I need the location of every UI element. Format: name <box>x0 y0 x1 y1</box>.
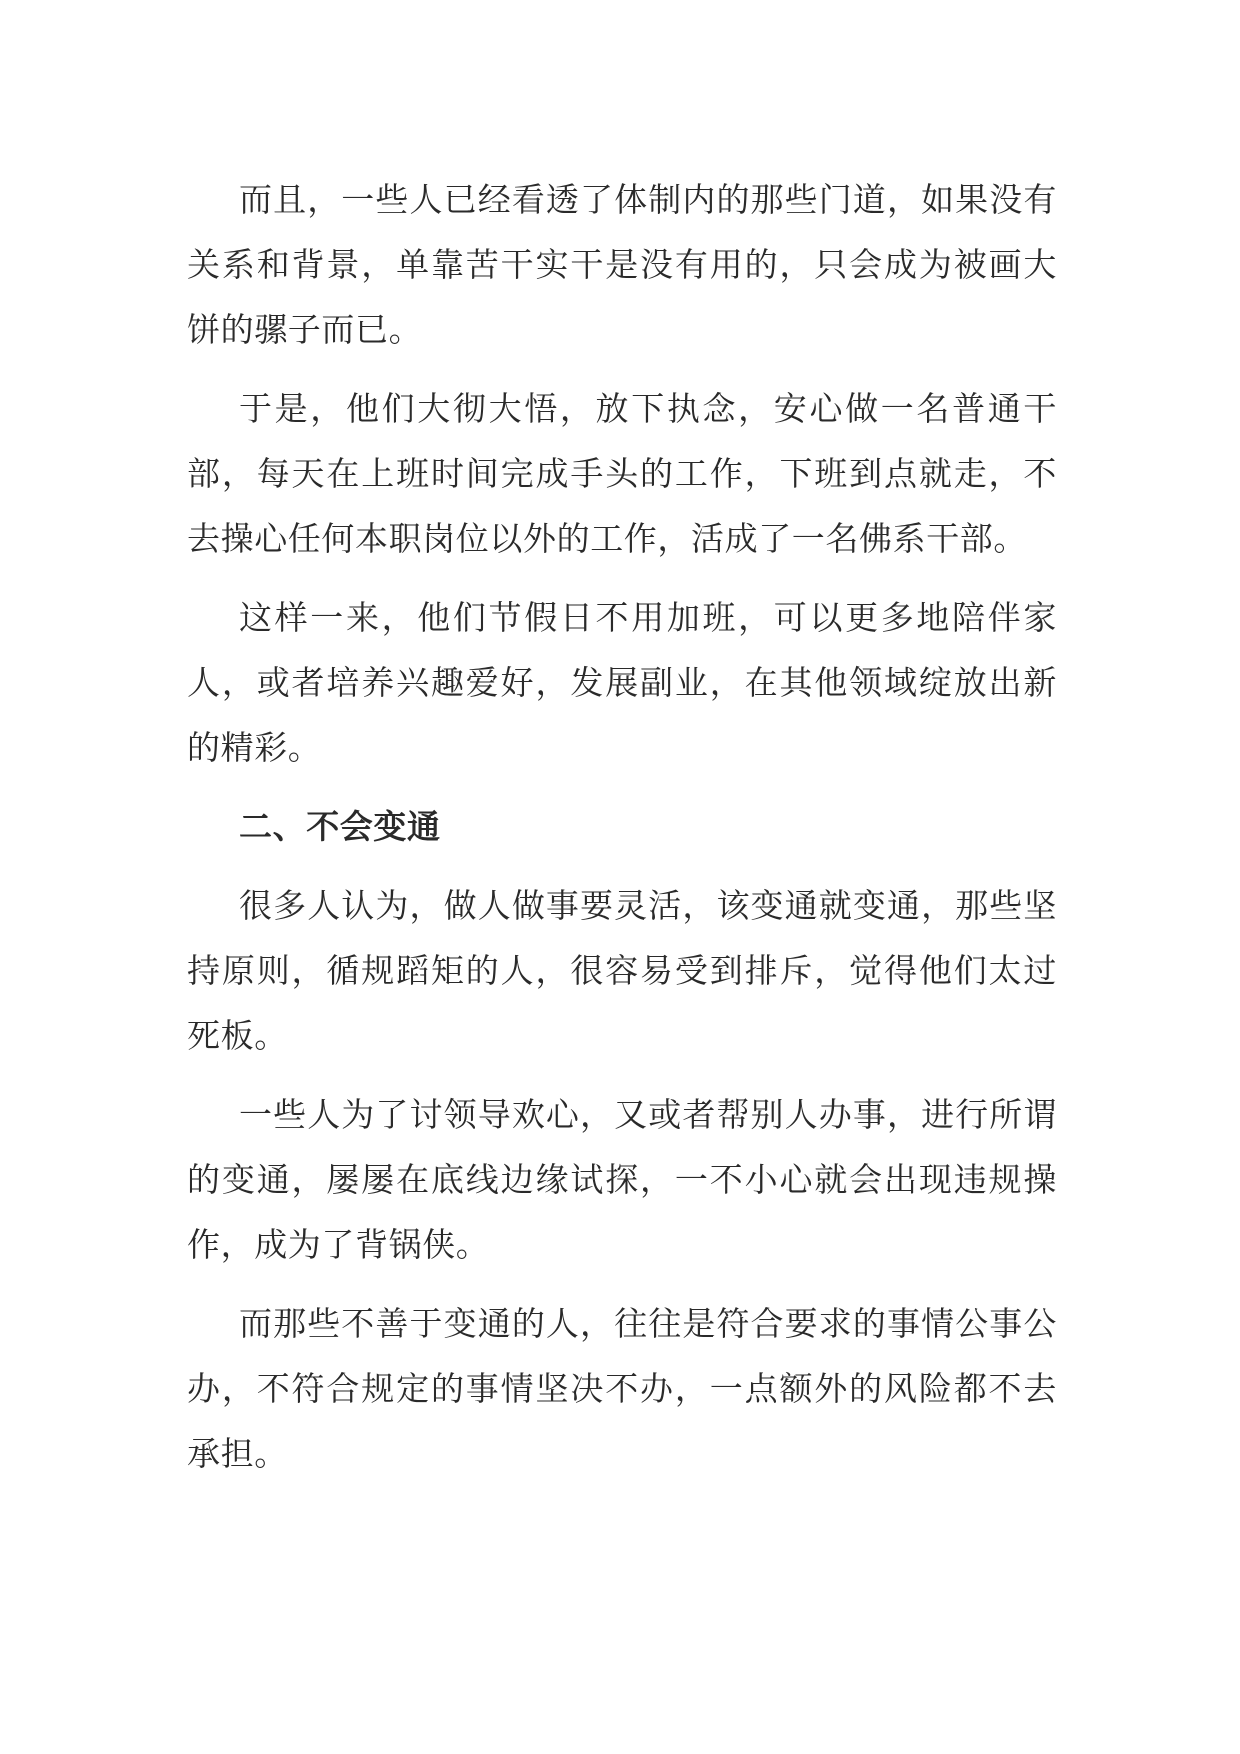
body-paragraph: 于是，他们大彻大悟，放下执念，安心做一名普通干部，每天在上班时间完成手头的工作，下班到点就走，不去操心任何本职岗位以外的工作，活成了一名佛系干部。 <box>187 389 1057 558</box>
document-body <box>187 167 1057 1500</box>
body-paragraph: 很多人认为，做人做事要灵活，该变通就变通，那些坚持原则，循规蹈矩的人，很容易受到排斥，觉得他们太过死板。 <box>187 886 1057 1055</box>
body-paragraph: 而且，一些人已经看透了体制内的那些门道，如果没有关系和背景，单靠苦干实干是没有用的，只会成为被画大饼的骡子而已。 <box>187 180 1057 349</box>
body-paragraph: 而那些不善于变通的人，往往是符合要求的事情公事公办，不符合规定的事情坚决不办，一点额外的风险都不去承担。 <box>187 1304 1057 1473</box>
body-paragraph: 这样一来，他们节假日不用加班，可以更多地陪伴家人，或者培养兴趣爱好，发展副业，在其他领域绽放出新的精彩。 <box>187 598 1057 767</box>
section-heading: 二、不会变通 <box>239 807 441 846</box>
body-paragraph: 一些人为了讨领导欢心，又或者帮别人办事，进行所谓的变通，屡屡在底线边缘试探，一不小心就会出现违规操作，成为了背锅侠。 <box>187 1095 1057 1264</box>
